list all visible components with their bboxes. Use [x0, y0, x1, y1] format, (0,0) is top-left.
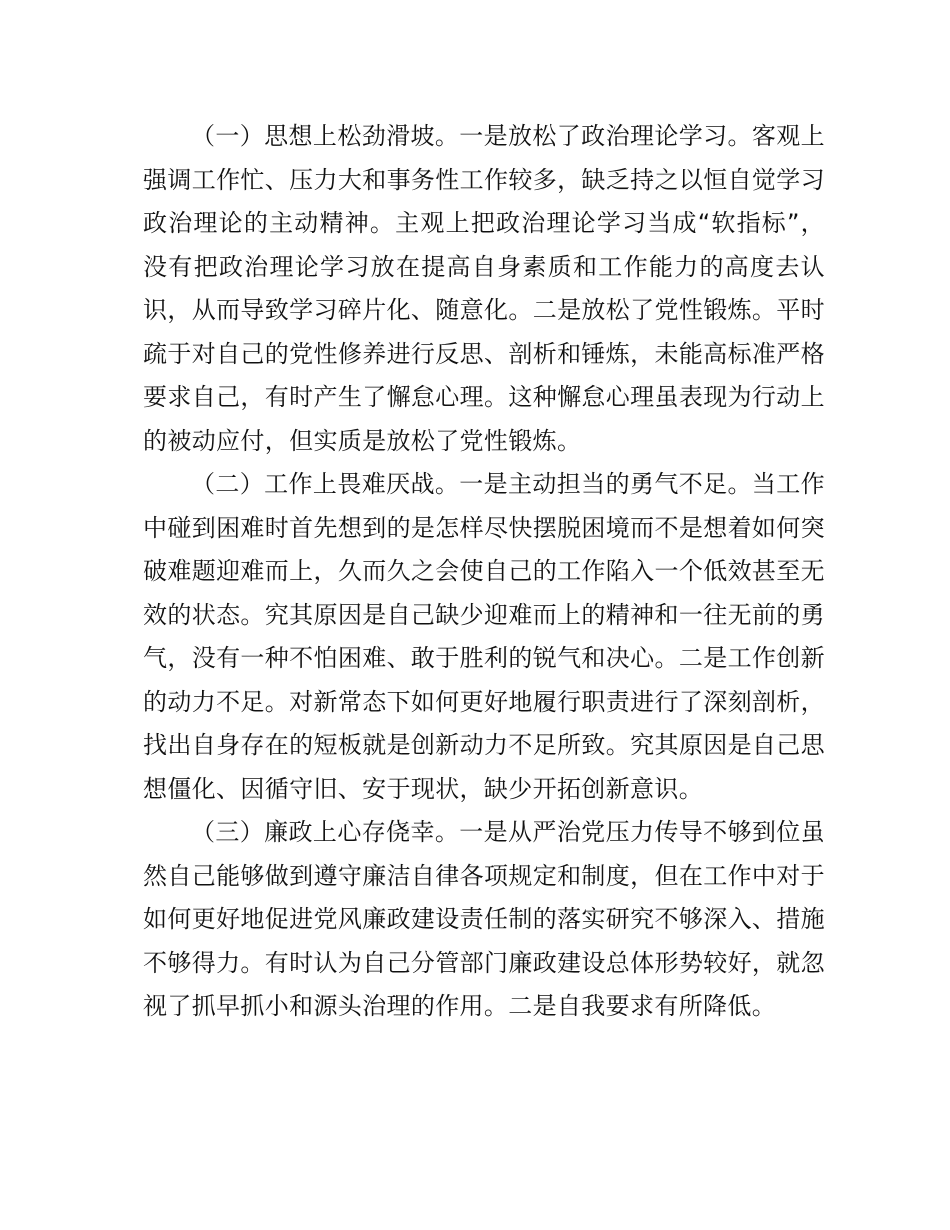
document-body: [143, 115, 825, 1029]
paragraph-1-text: 一是放松了政治理论学习。客观上强调工作忙、压力大和事务性工作较多，缺乏持之以恒自觉学习政治理论的主动精神。主观上把政治理论学习当成“软指标”，没有把政治理论学习放在提高自身素质和工作能力的高度去认识，从而导致学习碎片化、随意化。二是放松了党性锻炼。平时疏于对自己的党性修养进行反思、剖析和锤炼，未能高标准严格要求自己，有时产生了懈怠心理。这种懈怠心理虽表现为行动上的被动应付，但实质是放松了党性锻炼。: [143, 122, 825, 455]
paragraph-3-heading: （三）廉政上心存侥幸。: [191, 818, 460, 846]
paragraph-2: [143, 463, 825, 811]
paragraph-3-text: 一是从严治党压力传导不够到位虽然自己能够做到遵守廉洁自律各项规定和制度，但在工作中对于如何更好地促进党风廉政建设责任制的落实研究不够深入、措施不够得力。有时认为自己分管部门廉政建设总体形势较好，就忽视了抓早抓小和源头治理的作用。二是自我要求有所降低。: [143, 818, 825, 1020]
paragraph-3: [143, 811, 825, 1029]
paragraph-2-text: 一是主动担当的勇气不足。当工作中碰到困难时首先想到的是怎样尽快摆脱困境而不是想着如何突破难题迎难而上，久而久之会使自己的工作陷入一个低效甚至无效的状态。究其原因是自己缺少迎难而上的精神和一往无前的勇气，没有一种不怕困难、敢于胜利的锐气和决心。二是工作创新的动力不足。对新常态下如何更好地履行职责进行了深刻剖析，找出自身存在的短板就是创新动力不足所致。究其原因是自己思想僵化、因循守旧、安于现状，缺少开拓创新意识。: [143, 470, 825, 803]
paragraph-2-heading: （二）工作上畏难厌战。: [191, 470, 460, 498]
paragraph-1-heading: （一）思想上松劲滑坡。: [191, 122, 460, 150]
paragraph-1: [143, 115, 825, 463]
